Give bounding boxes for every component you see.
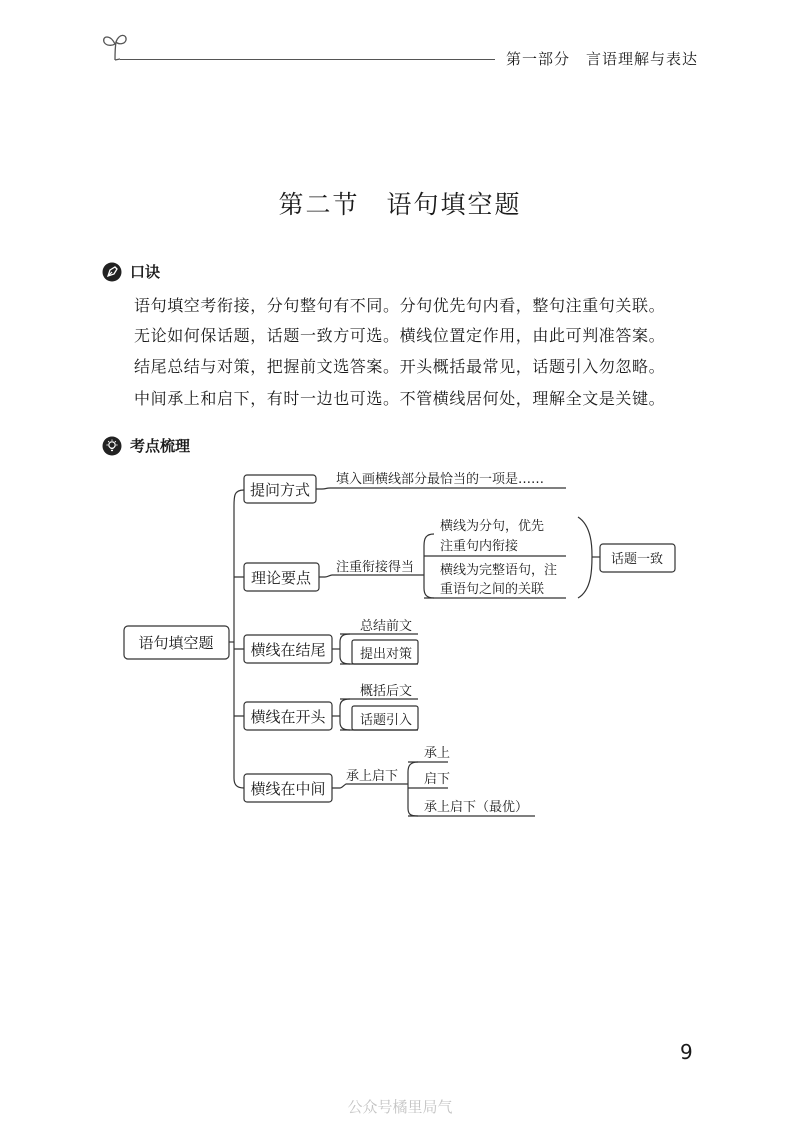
leaf-theory-clause-2: 注重句内衔接 (440, 539, 519, 554)
branch-label-theory: 理论要点 (250, 569, 312, 587)
lightbulb-icon (102, 436, 122, 456)
leaf-middle-following: 启下 (424, 772, 451, 787)
sprout-icon (100, 30, 130, 62)
kaodian-heading-label: 考点梳理 (130, 437, 191, 455)
branch-label-middle: 横线在中间 (250, 780, 326, 798)
pen-nib-icon (102, 262, 122, 282)
leaf-middle-preceding: 承上 (424, 746, 451, 761)
leaf-middle-both: 承上启下（最优） (424, 800, 529, 815)
koujue-line: 中间承上和启下，有时一边也可选。不管横线居何处，理解全文是关键。 (134, 389, 666, 408)
leaf-question-format: 填入画横线部分最恰当的一项是…… (336, 472, 545, 487)
mind-map (0, 460, 800, 840)
leaf-start-overview: 概括后文 (360, 684, 413, 699)
connector-theory: 注重衔接得当 (336, 560, 415, 575)
mindmap-root: 语句填空题 (138, 634, 214, 652)
branch-label-end: 横线在结尾 (250, 641, 326, 659)
koujue-line: 无论如何保话题，话题一致方可选。横线位置定作用，由此可判准答案。 (134, 326, 666, 345)
leaf-start-topic: 话题引入 (360, 713, 413, 728)
header-rule (120, 59, 495, 60)
header-section-label: 第一部分 言语理解与表达 (506, 50, 699, 68)
watermark: 公众号橘里局气 (347, 1098, 453, 1116)
leaf-end-measures: 提出对策 (360, 647, 413, 662)
kaodian-heading (102, 435, 190, 456)
branch-label-questioning: 提问方式 (249, 481, 311, 499)
koujue-line: 结尾总结与对策，把握前文选答案。开头概括最常见，话题引入勿忽略。 (134, 357, 666, 376)
connector-middle: 承上启下 (346, 769, 399, 784)
koujue-heading (102, 261, 160, 282)
koujue-heading-label: 口诀 (130, 263, 161, 281)
leaf-theory-sentence-1: 横线为完整语句，注 (440, 563, 558, 578)
section-title: 第二节 语句填空题 (278, 190, 522, 219)
topic-consistent-label: 话题一致 (610, 552, 664, 567)
leaf-end-summary: 总结前文 (360, 619, 413, 634)
koujue-line: 语句填空考衔接，分句整句有不同。分句优先句内看，整句注重句关联。 (134, 296, 666, 315)
leaf-theory-clause-1: 横线为分句，优先 (440, 519, 545, 534)
branch-label-start: 横线在开头 (250, 708, 326, 726)
page-number: 9 (680, 1040, 693, 1064)
leaf-theory-sentence-2: 重语句之间的关联 (440, 582, 545, 597)
